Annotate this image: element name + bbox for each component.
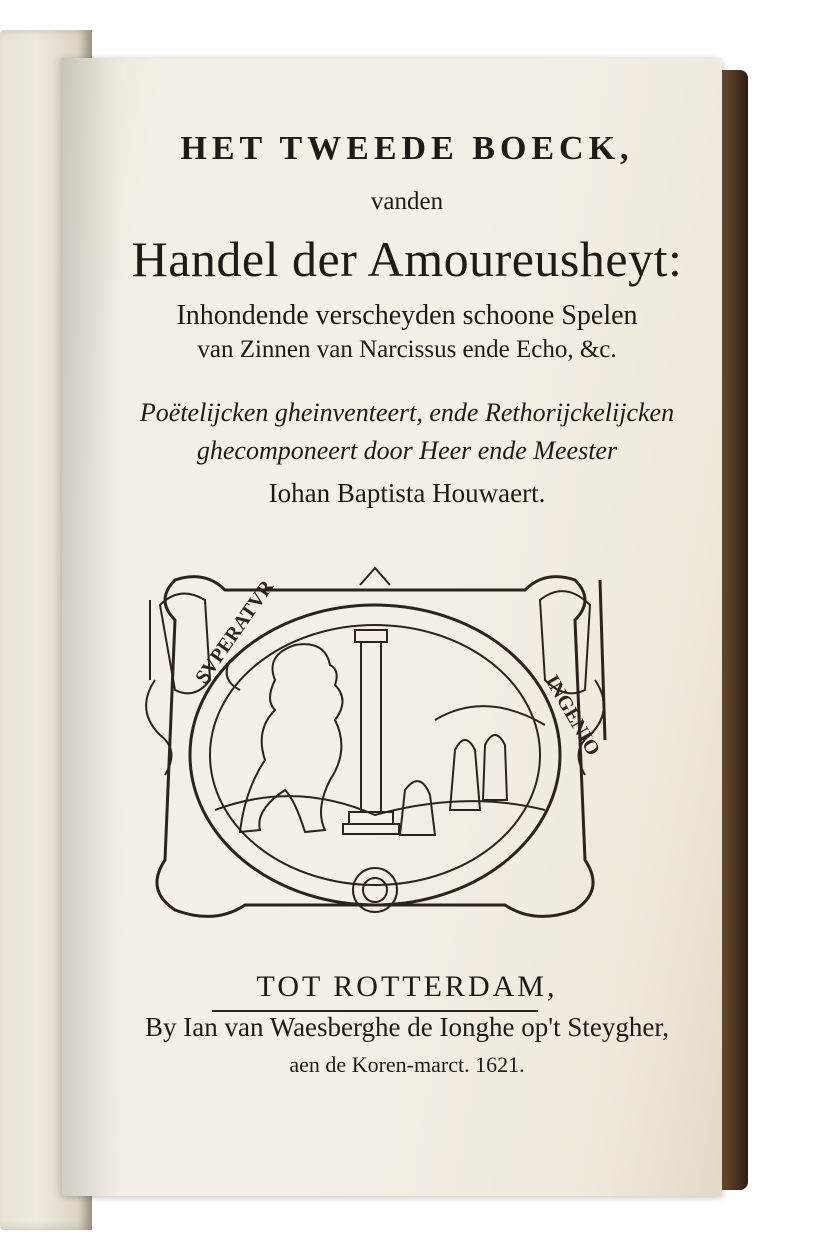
author-credit-line-2: ghecomponeert door Heer ende Meester: [196, 436, 618, 465]
printers-device-emblem: [135, 560, 615, 935]
subtitle-line-2: van Zinnen van Narcissus ende Echo, &c.: [197, 336, 617, 363]
imprint-printer: By Ian van Waesberghe de Ionghe op't Steygher,: [145, 1012, 669, 1042]
author-credit-line-1: Poëtelijcken gheinventeert, ende Rethorijckelijcken: [139, 398, 675, 427]
title-line-2: vanden: [370, 188, 444, 215]
imprint-city: TOT ROTTERDAM,: [256, 970, 558, 1003]
subtitle-line-1: Inhondende verscheyden schoone Spelen: [176, 300, 638, 331]
author-name: Iohan Baptista Houwaert.: [268, 478, 546, 508]
imprint-address-year: aen de Koren-marct. 1621.: [289, 1052, 525, 1077]
motto-left: SVPERATVR: [191, 576, 279, 688]
title-line-1: HET TWEEDE BOECK,: [180, 130, 634, 167]
main-title: Handel der Amoureusheyt:: [131, 231, 683, 287]
motto-right: INGENIO: [540, 671, 605, 760]
